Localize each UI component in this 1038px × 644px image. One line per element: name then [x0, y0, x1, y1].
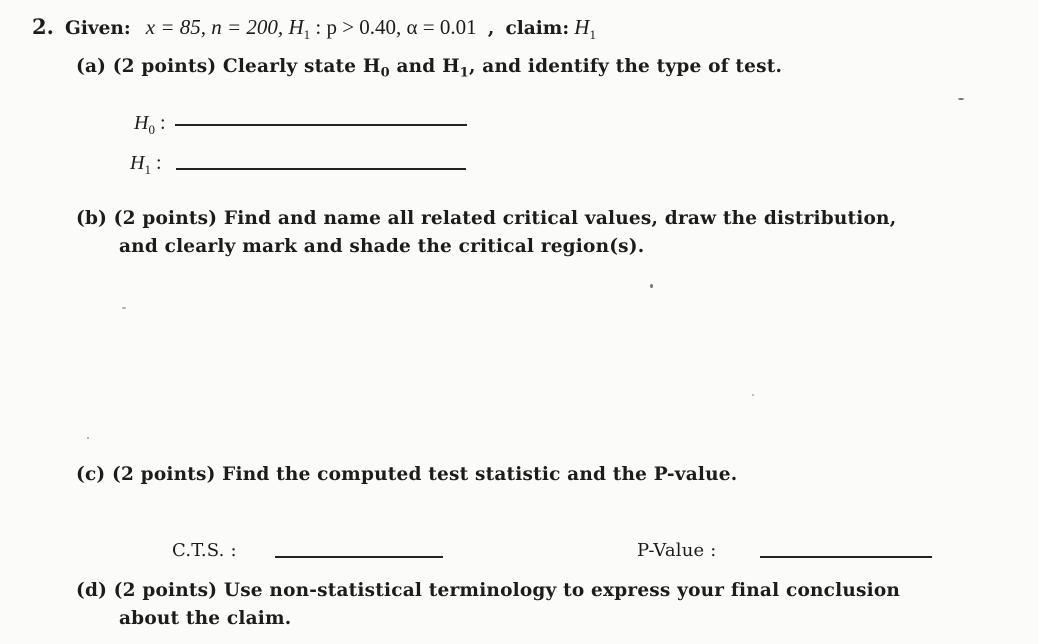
given-alpha: α = 0.01 [406, 15, 477, 39]
scan-speck [122, 307, 126, 309]
h1-answer-line[interactable] [176, 168, 466, 170]
given-label: Given: [65, 18, 131, 39]
problem-number: 2. [32, 14, 54, 39]
scan-speck [650, 284, 653, 288]
h0-answer-line[interactable] [175, 124, 467, 126]
given-h1-subscript: 1 [303, 27, 311, 43]
part-c-prompt: (c) (2 points) Find the computed test statistic and the P-value. [76, 464, 738, 485]
claim-label: claim: [505, 18, 570, 39]
given-x-value: x = 85, [145, 15, 207, 39]
part-d-prompt-line1: (d) (2 points) Use non-statistical terminology to express your final conclusion [76, 580, 901, 601]
claim-h-subscript: 1 [589, 27, 596, 43]
cts-answer-line[interactable] [275, 556, 443, 558]
pvalue-label: P-Value : [637, 540, 717, 561]
part-a-prompt: (a) (2 points) Clearly state $H_0$ and $H_1$, and identify the type of test. [76, 56, 783, 81]
given-n-value: n = 200, [211, 15, 284, 39]
given-h1-symbol: H [288, 15, 304, 39]
pvalue-answer-line[interactable] [760, 556, 932, 558]
given-comma: , [487, 18, 495, 39]
part-b-prompt-line2: and clearly mark and shade the critical region(s). [119, 236, 645, 257]
part-b-prompt-line1: (b) (2 points) Find and name all related critical values, draw the distribution, [76, 208, 897, 229]
given-h1-statement: : p > 0.40, [315, 15, 402, 39]
scan-speck [752, 394, 754, 396]
problem-header [32, 14, 596, 43]
scan-speck [958, 98, 964, 100]
part-d-prompt-line2: about the claim. [119, 608, 292, 629]
claim-h-symbol: H [574, 15, 590, 39]
h0-label: $H_0$ : [134, 112, 166, 137]
h1-label: $H_1$ : [130, 152, 162, 177]
scan-speck [87, 437, 89, 439]
cts-label: C.T.S. : [172, 540, 237, 561]
